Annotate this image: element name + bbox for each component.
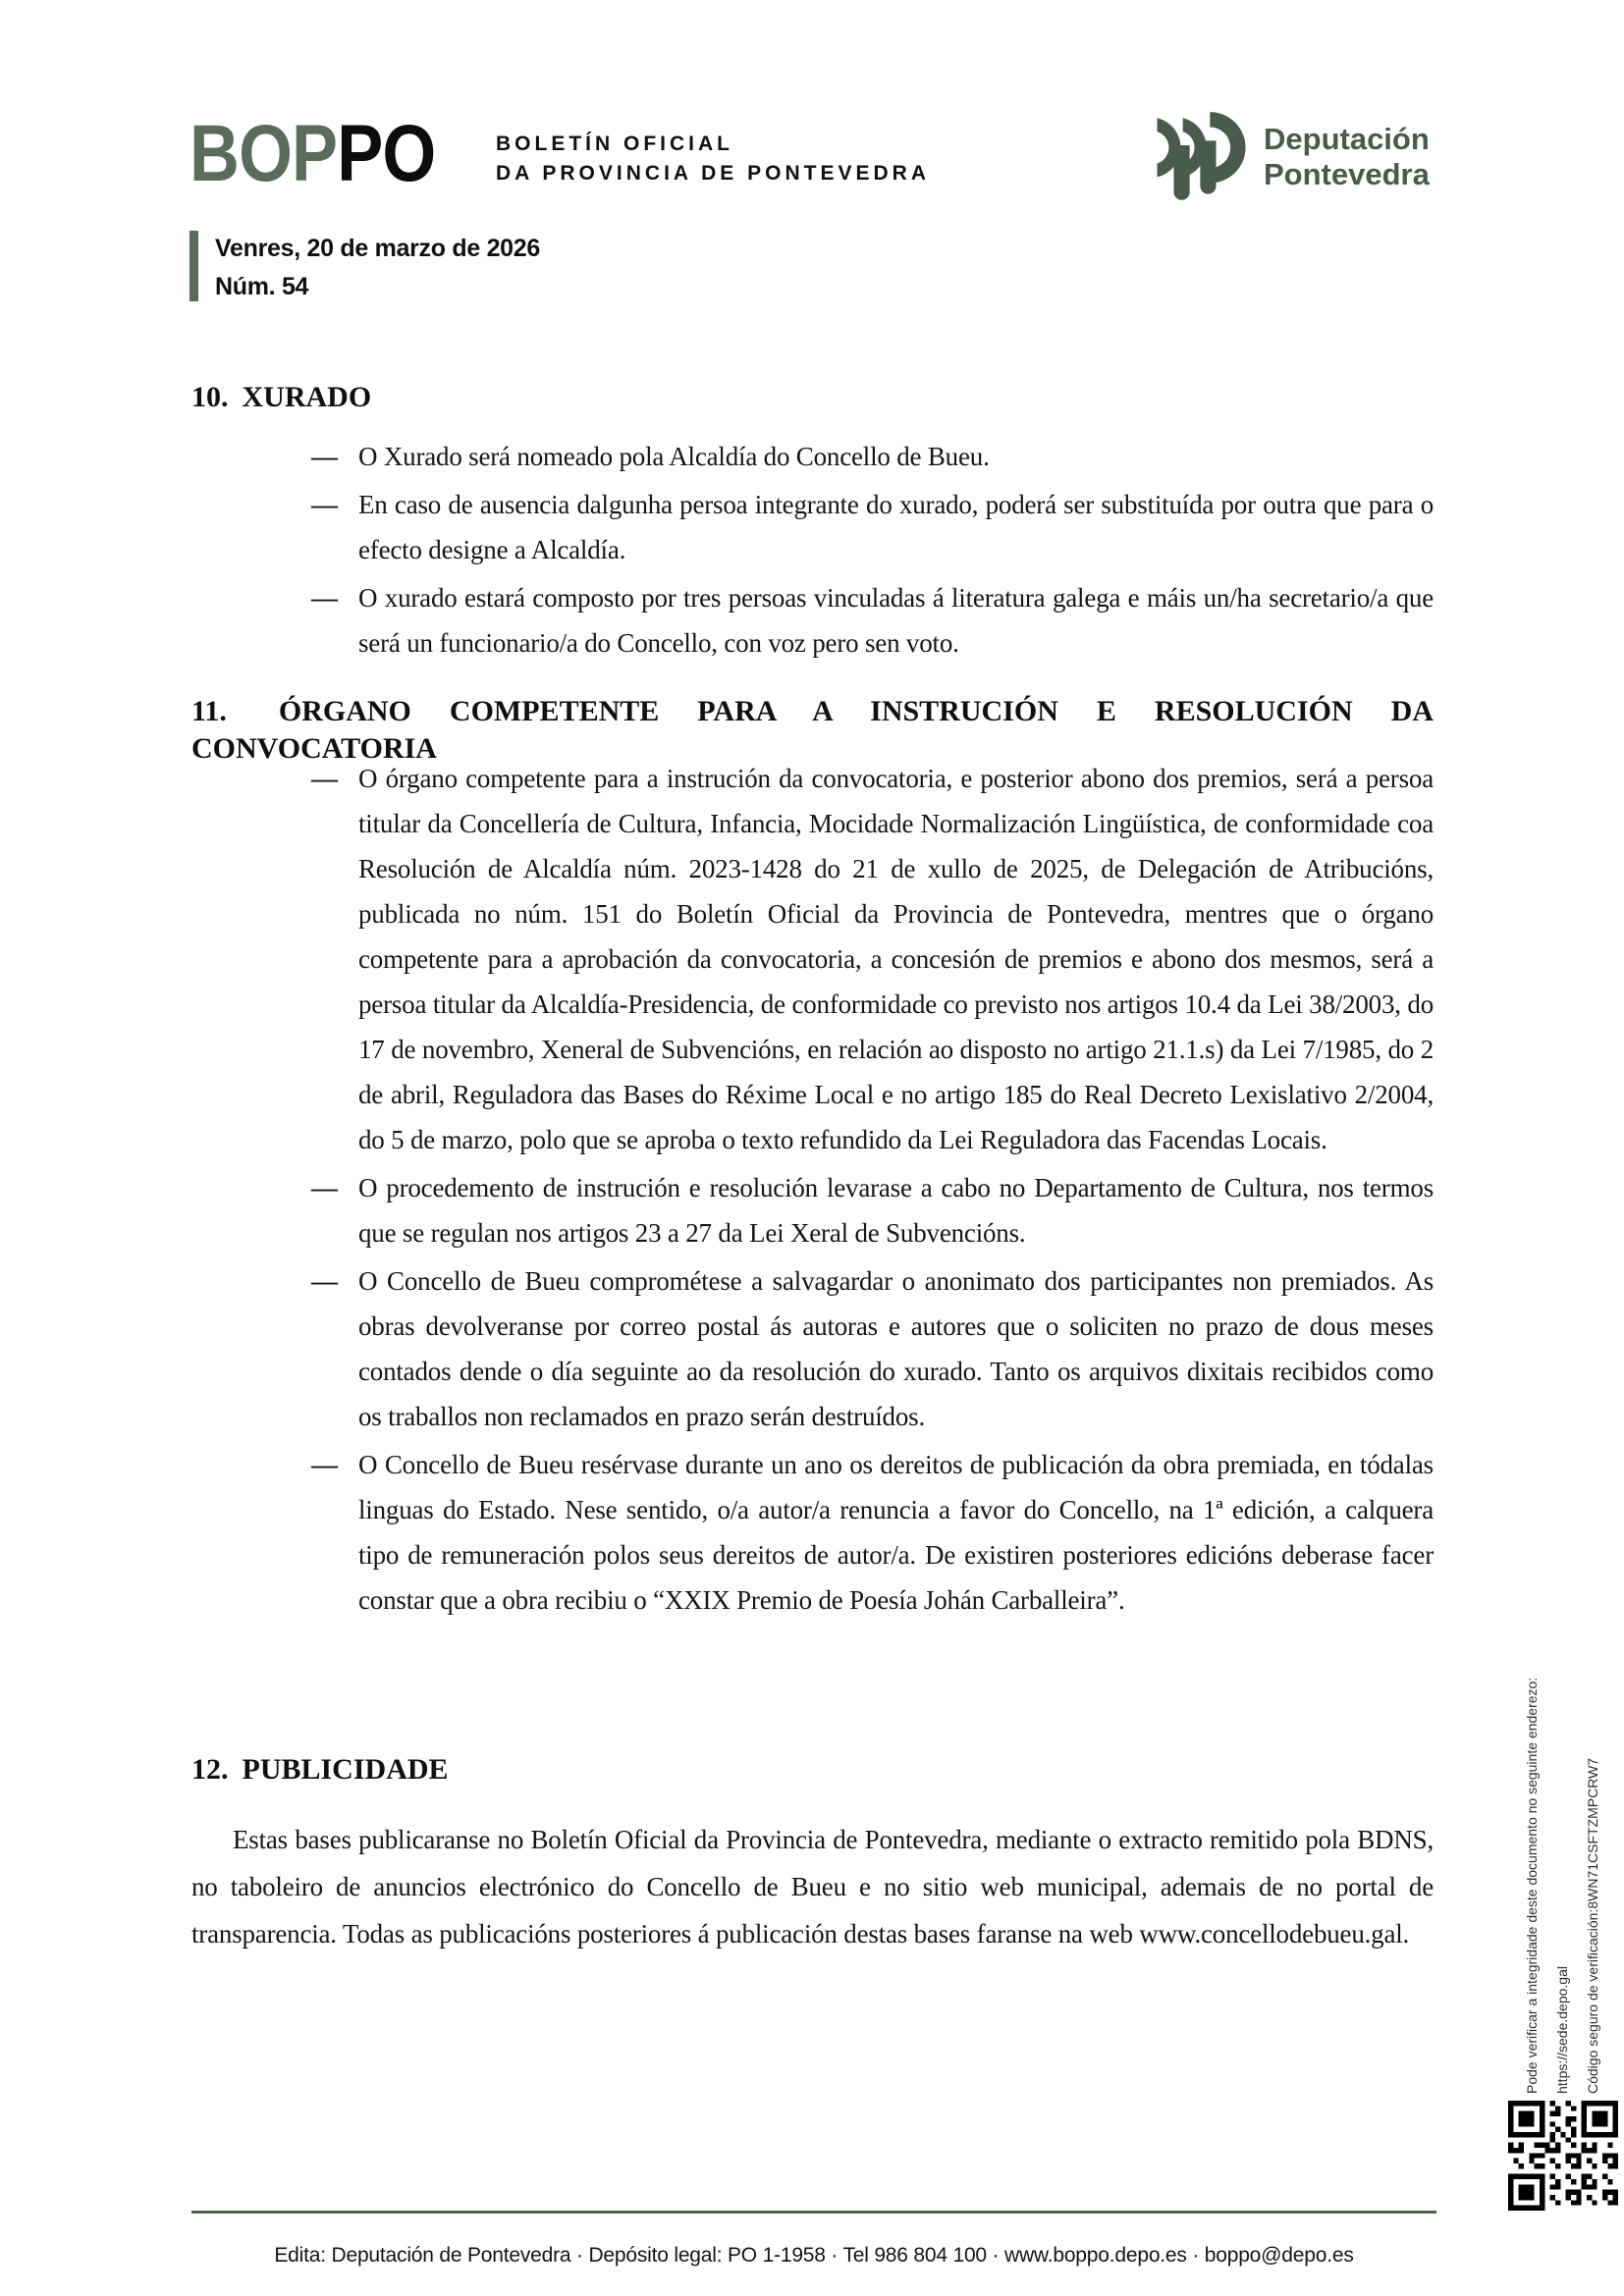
list-item-text: O xurado estará composto por tres persoas vinculadas á literatura galega e máis un/ha secretario/a que será un funcionario/a do Concello, con voz pero sen voto. (358, 583, 1434, 658)
list-item (191, 1258, 1434, 1439)
issue-date: Venres, 20 de marzo de 2026 (215, 235, 540, 262)
deputacion-crescents-icon (1142, 106, 1248, 204)
deputacion-name (1264, 106, 1430, 192)
bullet-dash: — (311, 583, 338, 613)
boppo-logo-bop: BOP (189, 109, 338, 198)
subtitle-line2: DA PROVINCIA DE PONTEVEDRA (496, 162, 930, 185)
verification-sidebar (1517, 1546, 1608, 2094)
bullet-dash: — (311, 764, 338, 793)
boppo-logo-po: PO (337, 109, 436, 198)
section-11-list (191, 756, 1434, 1626)
section-12-title: PUBLICIDADE (242, 1753, 449, 1786)
list-item (191, 756, 1434, 1162)
list-item (191, 434, 1434, 479)
list-item-text: O Concello de Bueu comprométese a salvagardar o anonimato dos participantes non premiados. As obras devolveranse por correo postal ás autoras e autores que o soliciten no prazo de dous meses contados dende o día seguinte ao da resolución do xurado. Tanto os arquivos dixitais recibidos como os traballos non reclamados en prazo serán destruídos. (358, 1266, 1434, 1431)
list-item-text: O procedemento de instrución e resolución levarase a cabo no Departamento de Cultura, nos termos que se regulan nos artigos 23 a 27 da Lei Xeral de Subvencións. (358, 1173, 1434, 1248)
bullet-dash: — (311, 1450, 338, 1479)
section-10-heading (191, 379, 1434, 416)
issue-accent-bar (189, 231, 198, 301)
verification-code: Código seguro de verificación:8WN71CSFTZMPCRW7 (1585, 1757, 1600, 2094)
list-item-text: O órgano competente para a instrución da convocatoria, e posterior abono dos premios, será a persoa titular da Concellería de Cultura, Infancia, Mocidade Normalización Lingüística, de conformidade coa Resolución de Alcaldía núm. 2023-1428 do 21 de xullo de 2025, de Delegación de Atribucións, publicada no núm. 151 do Boletín Oficial da Provincia de Pontevedra, mentres que o órgano competente para a aprobación da convocatoria, a concesión de premios e abono dos mesmos, será a persoa titular da Alcaldía-Presidencia, de conformidade co previsto nos artigos 10.4 da Lei 38/2003, do 17 de novembro, Xeneral de Subvencións, en relación ao disposto no artigo 21.1.s) da Lei 7/1985, do 2 de abril, Reguladora das Bases do Réxime Local e no artigo 185 do Real Decreto Lexislativo 2/2004, do 5 de marzo, polo que se aproba o texto refundido da Lei Reguladora das Facendas Locais. (358, 764, 1434, 1154)
boppo-logo (189, 109, 436, 198)
bullet-dash: — (311, 490, 338, 519)
list-item-text: O Concello de Bueu resérvase durante un ano os dereitos de publicación da obra premiada, en tódalas linguas do Estado. Nese sentido, o/a autor/a renuncia a favor do Concello, na 1ª edición, a calquera tipo de remuneración polos seus dereitos de autor/a. De existiren posteriores edicións deberase facer constar que a obra recibiu o “XXIX Premio de Poesía Johán Carballeira”. (358, 1450, 1434, 1615)
issue-number: Núm. 54 (215, 273, 309, 300)
verification-notice: Pode verificar a integridade deste documento no seguinte enderezo: (1524, 1677, 1540, 2094)
list-item (191, 482, 1434, 572)
deputacion-name-line1: Deputación (1264, 122, 1430, 156)
deputacion-name-line2: Pontevedra (1264, 157, 1430, 191)
footer-imprint: Edita: Deputación de Pontevedra · Depósito legal: PO 1-1958 · Tel 986 804 100 · www.boppo.depo.es · boppo@depo.es (274, 2244, 1354, 2267)
section-12-paragraph: Estas bases publicaranse no Boletín Oficial da Provincia de Pontevedra, mediante o extracto remitido pola BDNS, no taboleiro de anuncios electrónico do Concello de Bueu e no sitio web municipal, ademais de no portal de transparencia. Todas as publicacións posteriores á publicación destas bases faranse na web www.concellodebueu.gal. (191, 1825, 1434, 1949)
bullet-dash: — (311, 1266, 338, 1296)
list-item (191, 1165, 1434, 1255)
subtitle-line1: BOLETÍN OFICIAL (496, 133, 733, 155)
footer-divider (191, 2211, 1436, 2214)
section-10-list (191, 434, 1434, 668)
qr-code-image (1508, 2101, 1618, 2211)
list-item (191, 1442, 1434, 1623)
qr-code (1508, 2101, 1618, 2211)
bullet-dash: — (311, 442, 338, 471)
section-12-number: 12. (191, 1753, 229, 1786)
section-11-number: 11. (191, 695, 227, 727)
list-item (191, 575, 1434, 666)
section-10-title: XURADO (242, 381, 372, 413)
bullet-dash: — (311, 1173, 338, 1202)
section-10-number: 10. (191, 381, 229, 413)
bulletin-subtitle (496, 130, 930, 188)
list-item-text: En caso de ausencia dalgunha persoa integrante do xurado, poderá ser substituída por outra que para o efecto designe a Alcaldía. (358, 490, 1434, 564)
section-12-heading (191, 1751, 1434, 1789)
list-item-text: O Xurado será nomeado pola Alcaldía do Concello de Bueu. (358, 442, 990, 471)
verification-url: https://sede.depo.gal (1554, 1966, 1570, 2094)
issue-info (189, 231, 540, 303)
section-11-title: ÓRGANO COMPETENTE PARA A INSTRUCIÓN E RESOLUCIÓN DA CONVOCATORIA (191, 695, 1434, 765)
deputacion-logo (1142, 106, 1430, 204)
